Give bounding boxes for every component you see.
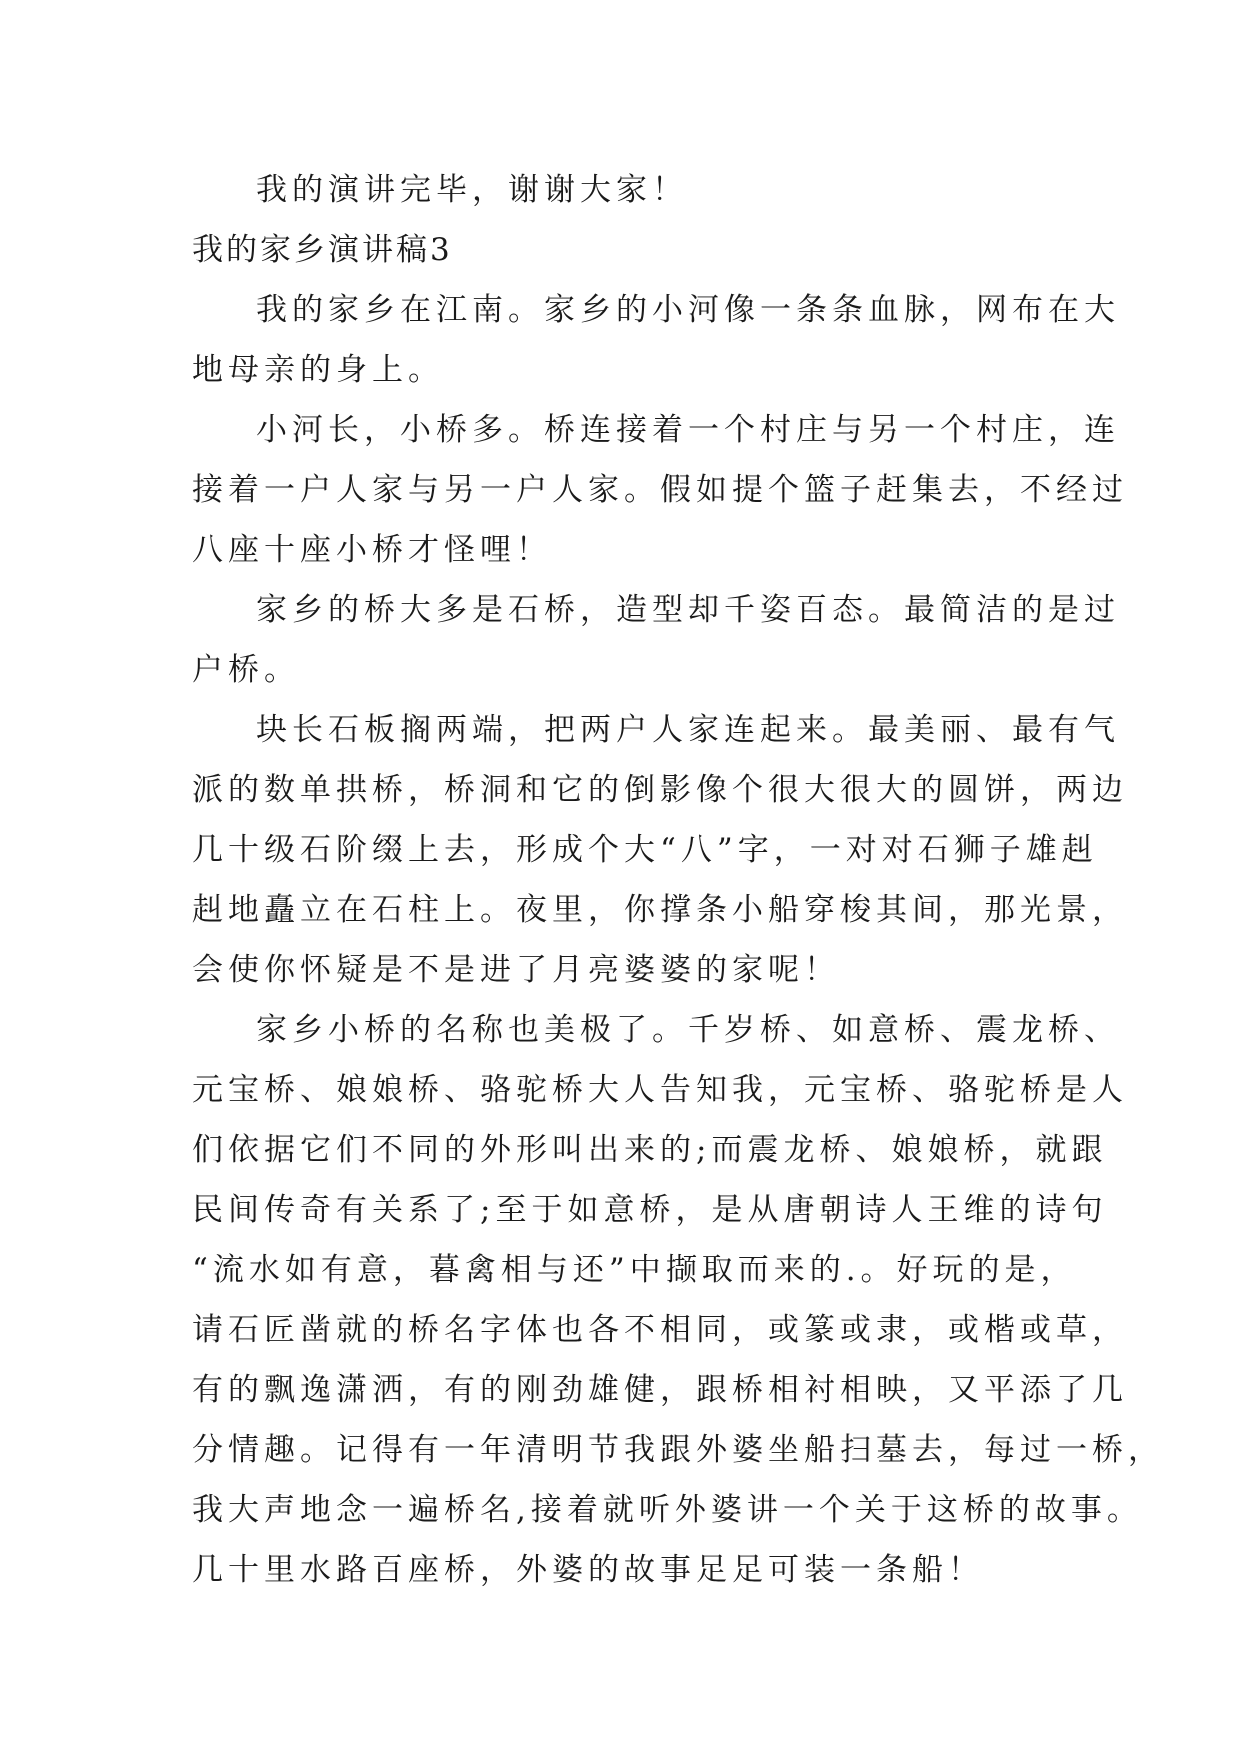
paragraph-line: 八座十座小桥才怪哩！ — [192, 532, 552, 568]
section-title: 我的家乡演讲稿3 — [192, 232, 453, 268]
paragraph-line: 我大声地念一遍桥名,接着就听外婆讲一个关于这桥的故事。 — [192, 1492, 1143, 1528]
paragraph-line: 家乡的桥大多是石桥，造型却千姿百态。最简洁的是过 — [256, 592, 1120, 628]
paragraph-line: 户桥。 — [192, 652, 300, 688]
paragraph-line: 接着一户人家与另一户人家。假如提个篮子赶集去，不经过 — [192, 472, 1128, 508]
paragraph-line: 请石匠凿就的桥名字体也各不相同，或篆或隶，或楷或草， — [192, 1312, 1128, 1348]
paragraph-3 — [192, 580, 1120, 700]
paragraph-line: 几十级石阶缀上去，形成个大“八”字，一对对石狮子雄赳 — [192, 832, 1098, 868]
paragraph-2 — [192, 400, 1128, 580]
paragraph-line: 分情趣。记得有一年清明节我跟外婆坐船扫墓去，每过一桥， — [192, 1432, 1164, 1468]
paragraph-line: 民间传奇有关系了;至于如意桥，是从唐朝诗人王维的诗句 — [192, 1192, 1108, 1228]
paragraph-line: 家乡小桥的名称也美极了。千岁桥、如意桥、震龙桥、 — [256, 1012, 1120, 1048]
paragraph-line: 块长石板搁两端，把两户人家连起来。最美丽、最有气 — [256, 712, 1120, 748]
paragraph-4 — [192, 700, 1128, 1000]
paragraph-5 — [192, 1000, 1164, 1600]
paragraph-line: 几十里水路百座桥，外婆的故事足足可装一条船！ — [192, 1552, 984, 1588]
paragraph-line: 会使你怀疑是不是进了月亮婆婆的家呢！ — [192, 952, 840, 988]
paragraph-line: 地母亲的身上。 — [192, 352, 444, 388]
paragraph-line: 们依据它们不同的外形叫出来的;而震龙桥、娘娘桥，就跟 — [192, 1132, 1108, 1168]
paragraph-line: 我的家乡在江南。家乡的小河像一条条血脉，网布在大 — [256, 292, 1120, 328]
paragraph-line: 派的数单拱桥，桥洞和它的倒影像个很大很大的圆饼，两边 — [192, 772, 1128, 808]
document-page — [192, 160, 1164, 1600]
closing-line: 我的演讲完毕，谢谢大家！ — [256, 172, 688, 208]
paragraph-line: 元宝桥、娘娘桥、骆驼桥大人告知我，元宝桥、骆驼桥是人 — [192, 1072, 1128, 1108]
paragraph-1 — [192, 280, 1120, 400]
paragraph-line: 小河长，小桥多。桥连接着一个村庄与另一个村庄，连 — [256, 412, 1120, 448]
paragraph-line: 有的飘逸潇洒，有的刚劲雄健，跟桥相衬相映，又平添了几 — [192, 1372, 1128, 1408]
paragraph-line: “流水如有意，暮禽相与还”中撷取而来的.。好玩的是， — [192, 1252, 1077, 1288]
paragraph-line: 赳地矗立在石柱上。夜里，你撑条小船穿梭其间，那光景， — [192, 892, 1128, 928]
